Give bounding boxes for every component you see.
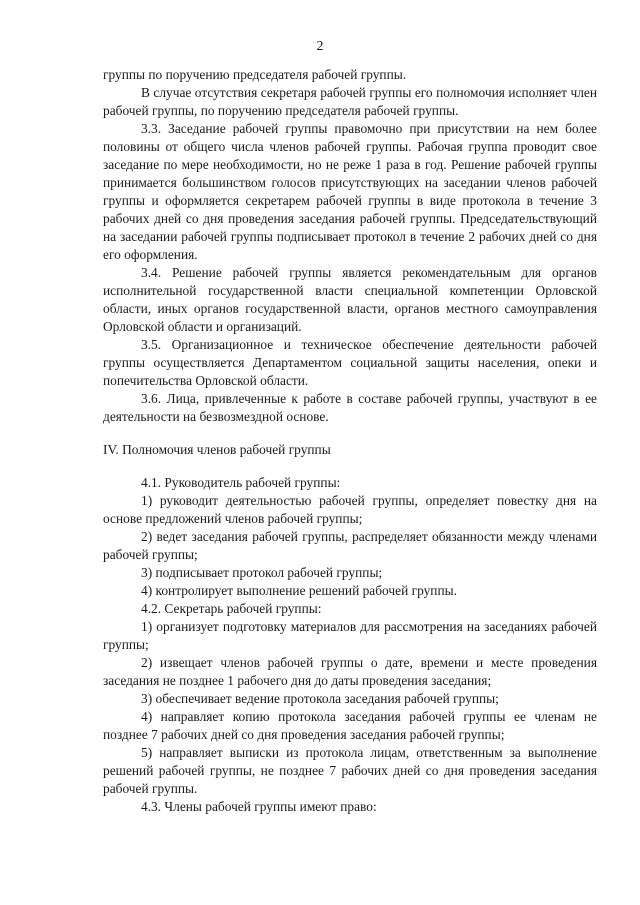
paragraph-3-5: 3.5. Организационное и техническое обеспечение деятельности рабочей группы осуществляется Департаментом социальной защиты населения, опеки и попечительства Орловской области. bbox=[103, 337, 597, 388]
item-4-2-4: 4) направляет копию протокола заседания рабочей группы ее членам не позднее 7 рабочих дней со дня проведения заседания рабочей группы; bbox=[103, 709, 597, 742]
item-4-1-4: 4) контролирует выполнение решений рабочей группы. bbox=[141, 583, 457, 598]
section-heading: IV. Полномочия членов рабочей группы bbox=[103, 442, 331, 457]
item-4-2-5: 5) направляет выписки из протокола лицам, ответственным за выполнение решений рабочей группы, не позднее 7 рабочих дней со дня проведения заседания рабочей группы. bbox=[103, 745, 597, 796]
item-4-1: 4.1. Руководитель рабочей группы: bbox=[141, 475, 341, 490]
item-4-2-1: 1) организует подготовку материалов для рассмотрения на заседаниях рабочей группы; bbox=[103, 619, 597, 652]
paragraph-secretary-absence: В случае отсутствия секретаря рабочей группы его полномочия исполняет член рабочей группы, по поручению председателя рабочей группы. bbox=[103, 85, 597, 118]
item-4-1-1: 1) руководит деятельностью рабочей группы, определяет повестку дня на основе предложений членов рабочей группы; bbox=[103, 493, 597, 526]
paragraph-3-4: 3.4. Решение рабочей группы является рекомендательным для органов исполнительной государственной власти специальной компетенции Орловской области, иных органов государственной власти, органов местного самоуправления Орловской области и организаций. bbox=[103, 265, 597, 334]
item-4-2: 4.2. Секретарь рабочей группы: bbox=[141, 601, 322, 616]
paragraph-3-6: 3.6. Лица, привлеченные к работе в составе рабочей группы, участвуют в ее деятельности на безвозмездной основе. bbox=[103, 391, 597, 424]
item-4-3: 4.3. Члены рабочей группы имеют право: bbox=[141, 799, 377, 814]
item-4-1-2: 2) ведет заседания рабочей группы, распределяет обязанности между членами рабочей группы; bbox=[103, 529, 597, 562]
paragraph-continuation: группы по поручению председателя рабочей группы. bbox=[103, 67, 407, 82]
item-4-2-2: 2) извещает членов рабочей группы о дате, времени и месте проведения заседания не позднее 1 рабочего дня до даты проведения заседания; bbox=[103, 655, 597, 688]
item-4-2-3: 3) обеспечивает ведение протокола заседания рабочей группы; bbox=[141, 691, 499, 706]
paragraph-3-3: 3.3. Заседание рабочей группы правомочно при присутствии на нем более половины от общего числа членов рабочей группы. Рабочая группа проводит свое заседание по мере необходимости, но не реже 1 раза в год. Решение рабочей группы принимается большинством голосов присутствующих на заседании членов рабочей группы и оформляется секретарем рабочей группы в виде протокола в течение 3 рабочих дней со дня проведения заседания рабочей группы. Председательствующий на заседании рабочей группы подписывает протокол в течение 2 рабочих дней со дня его оформления. bbox=[103, 121, 597, 262]
item-4-1-3: 3) подписывает протокол рабочей группы; bbox=[141, 565, 383, 580]
page-number: 2 bbox=[316, 39, 324, 54]
document-body bbox=[103, 66, 597, 816]
